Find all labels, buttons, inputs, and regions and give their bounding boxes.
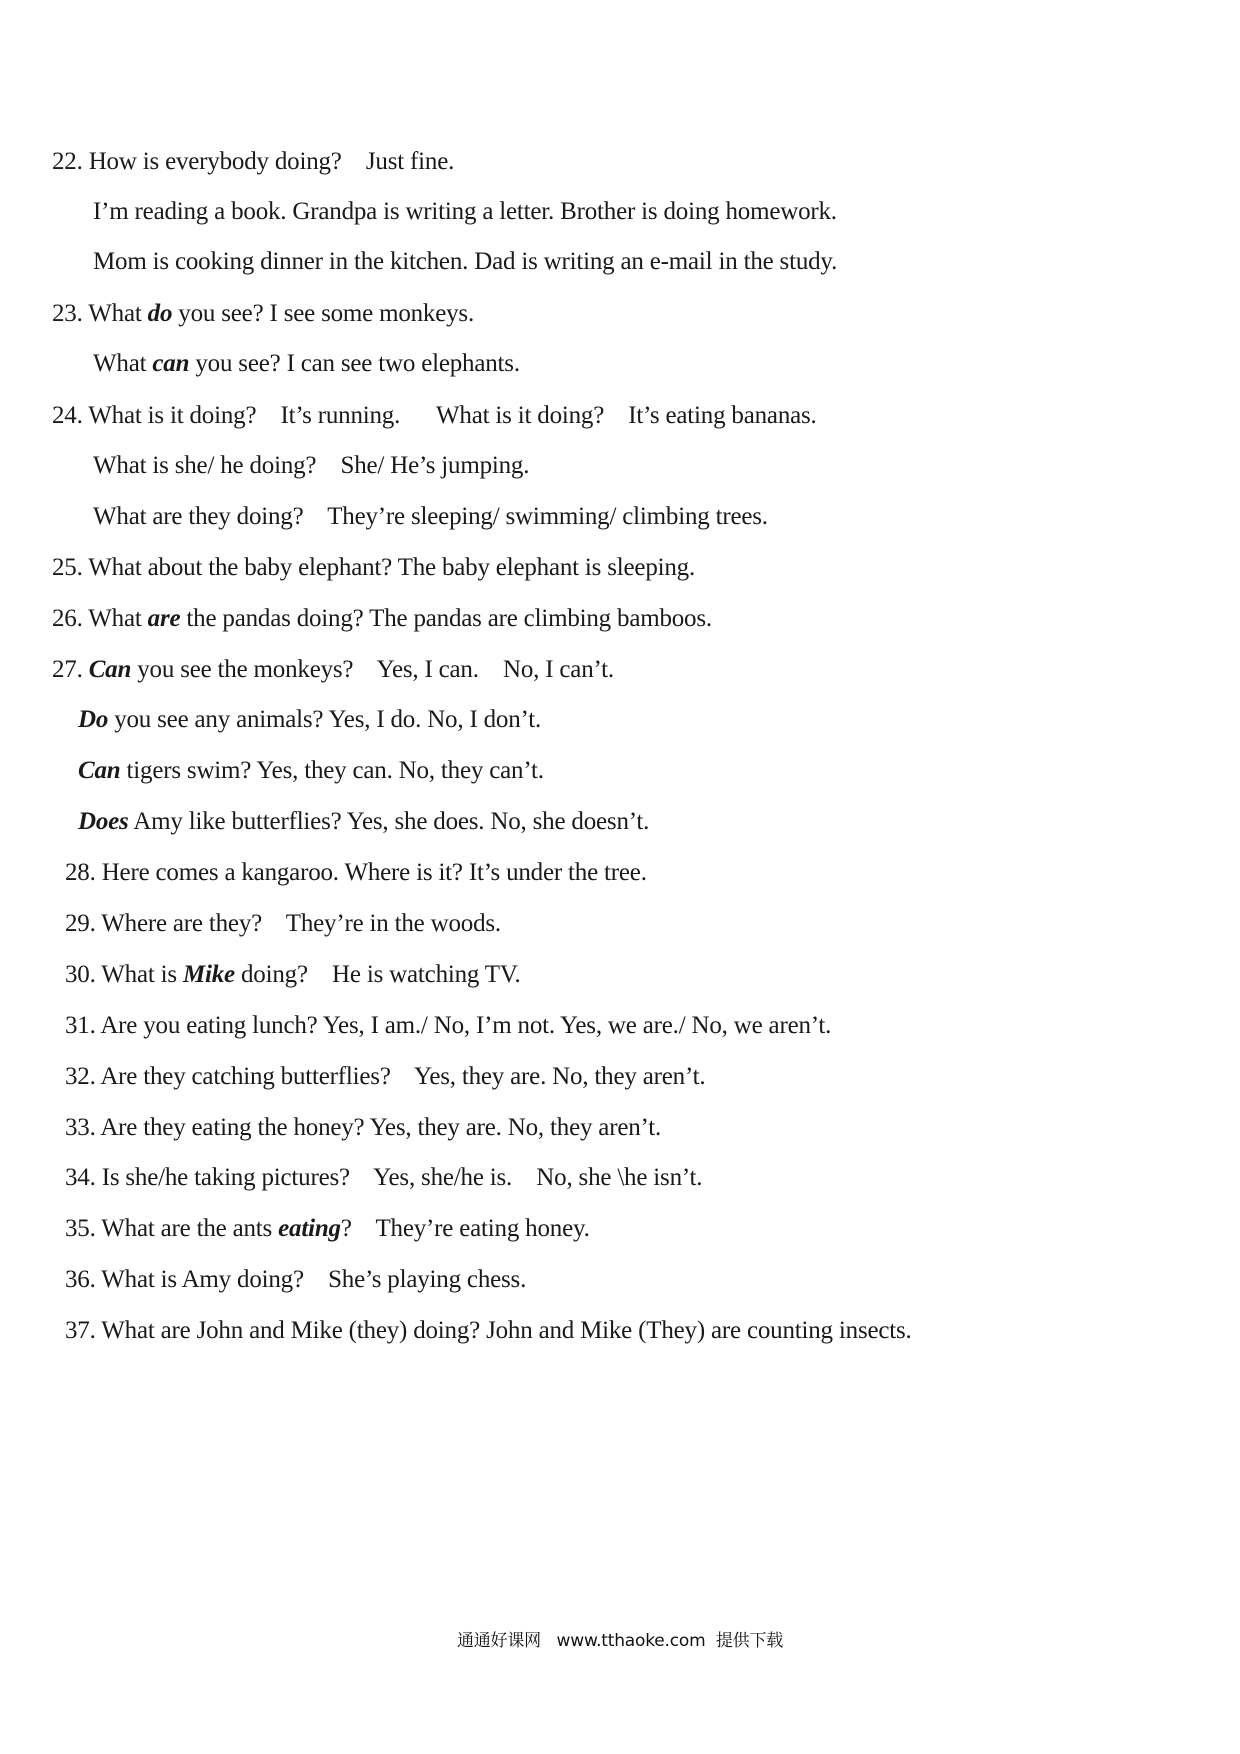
text-segment: ? They’re eating honey. xyxy=(340,1215,590,1242)
text-segment: 22. How is everybody doing? Just fine. xyxy=(52,148,455,175)
sentence-line xyxy=(78,806,649,838)
text-segment: What is she/ he doing? She/ He’s jumping. xyxy=(93,452,530,479)
emphasized-word: do xyxy=(147,300,173,327)
sentence-line xyxy=(52,603,712,635)
sentence-line xyxy=(65,1010,831,1042)
sentence-line xyxy=(93,348,520,380)
emphasized-word: Mike xyxy=(182,961,235,988)
text-segment: What xyxy=(93,350,153,377)
text-segment: the pandas doing? The pandas are climbing bamboos. xyxy=(180,605,712,632)
emphasized-word: Does xyxy=(78,808,129,835)
sentence-line xyxy=(65,1061,705,1093)
sentence-line xyxy=(65,959,521,991)
emphasized-word: Can xyxy=(88,656,132,683)
sentence-line xyxy=(93,450,529,482)
text-segment: 31. Are you eating lunch? Yes, I am./ No, I’m not. Yes, we are./ No, we aren’t. xyxy=(65,1012,832,1039)
text-segment: 30. What is xyxy=(65,961,183,988)
sentence-line xyxy=(65,1162,702,1194)
text-segment: 34. Is she/he taking pictures? Yes, she/he is. No, she \he isn’t. xyxy=(65,1164,703,1191)
text-segment: 24. What is it doing? It’s running. What is it doing? It’s eating bananas. xyxy=(52,402,817,429)
sentence-line xyxy=(52,400,817,432)
emphasized-word: Do xyxy=(78,706,109,733)
text-segment: I’m reading a book. Grandpa is writing a letter. Brother is doing homework. xyxy=(93,198,837,225)
sentence-line xyxy=(65,908,501,940)
sentence-line xyxy=(65,857,647,889)
sentence-line xyxy=(65,1315,912,1347)
sentence-line xyxy=(52,146,454,178)
text-segment: 32. Are they catching butterflies? Yes, they are. No, they aren’t. xyxy=(65,1063,706,1090)
sentence-line xyxy=(52,298,474,330)
sentence-line xyxy=(93,196,837,228)
text-segment: Amy like butterflies? Yes, she does. No, she doesn’t. xyxy=(128,808,650,835)
text-segment: 33. Are they eating the honey? Yes, they are. No, they aren’t. xyxy=(65,1114,661,1141)
emphasized-word: can xyxy=(152,350,190,377)
text-segment: 37. What are John and Mike (they) doing? John and Mike (They) are counting insects. xyxy=(65,1317,912,1344)
text-segment: What are they doing? They’re sleeping/ swimming/ climbing trees. xyxy=(93,503,768,530)
text-segment: 27. xyxy=(52,656,89,683)
text-segment: you see? I can see two elephants. xyxy=(189,350,520,377)
sentence-line xyxy=(65,1264,526,1296)
emphasized-word: Can xyxy=(78,757,121,784)
sentence-line xyxy=(52,552,695,584)
text-segment: 23. What xyxy=(52,300,148,327)
text-segment: Mom is cooking dinner in the kitchen. Dad is writing an e-mail in the study. xyxy=(93,248,838,275)
sentence-line xyxy=(65,1213,590,1245)
text-segment: you see any animals? Yes, I do. No, I don’t. xyxy=(108,706,542,733)
sentence-line xyxy=(78,755,544,787)
text-segment: 29. Where are they? They’re in the woods. xyxy=(65,910,501,937)
sentence-line xyxy=(78,704,541,736)
sentence-line xyxy=(52,654,614,686)
page-footer: 通通好课网 www.tthaoke.com 提供下载 xyxy=(456,1631,784,1651)
text-segment: 35. What are the ants xyxy=(65,1215,279,1242)
sentence-line xyxy=(93,246,837,278)
text-segment: 25. What about the baby elephant? The baby elephant is sleeping. xyxy=(52,554,696,581)
emphasized-word: are xyxy=(147,605,181,632)
text-segment: doing? He is watching TV. xyxy=(234,961,521,988)
text-segment: tigers swim? Yes, they can. No, they can’t. xyxy=(120,757,544,784)
sentence-line xyxy=(65,1112,661,1144)
text-segment: 28. Here comes a kangaroo. Where is it? It’s under the tree. xyxy=(65,859,647,886)
text-segment: 26. What xyxy=(52,605,148,632)
text-segment: you see the monkeys? Yes, I can. No, I can’t. xyxy=(131,656,614,683)
emphasized-word: eating xyxy=(278,1215,341,1242)
text-segment: 36. What is Amy doing? She’s playing chess. xyxy=(65,1266,527,1293)
text-segment: you see? I see some monkeys. xyxy=(172,300,475,327)
sentence-line xyxy=(93,501,768,533)
